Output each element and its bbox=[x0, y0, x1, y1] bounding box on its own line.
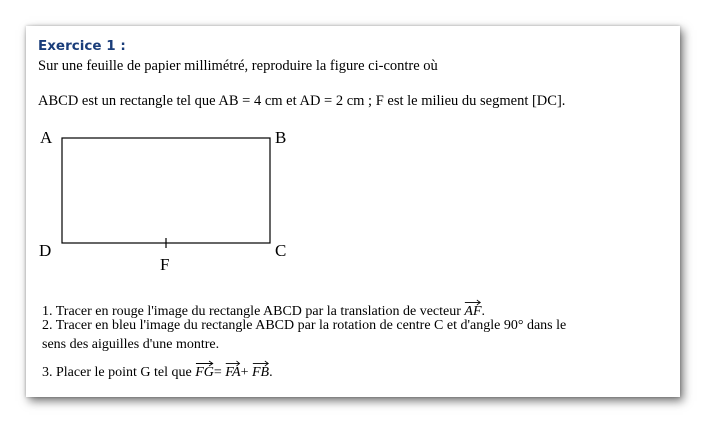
label-d: D bbox=[39, 241, 52, 260]
question-3 bbox=[42, 360, 273, 381]
exercise-card bbox=[26, 26, 680, 397]
label-b: B bbox=[275, 128, 287, 147]
label-f: F bbox=[160, 255, 170, 272]
question-2-line-1: 2. Tracer en bleu l'image du rectangle ABCD par la rotation de centre C et d'angle 90° dans le bbox=[42, 318, 567, 333]
vector-fg bbox=[195, 360, 214, 380]
question-1-text: 1. Tracer en rouge l'image du rectangle ABCD par la translation de vecteur bbox=[42, 304, 461, 319]
vector-fa-label: FA bbox=[225, 365, 241, 380]
question-1-end: . bbox=[481, 304, 485, 319]
label-c: C bbox=[275, 241, 287, 260]
plus-sign: + bbox=[240, 365, 249, 380]
vector-arrow-icon bbox=[195, 360, 214, 367]
vector-af bbox=[464, 299, 481, 319]
vector-fb-label: FB bbox=[251, 365, 270, 380]
exercise-intro: Sur une feuille de papier millimétré, reproduire la figure ci-contre où bbox=[38, 58, 438, 74]
vector-arrow-icon bbox=[464, 299, 481, 306]
exercise-title: Exercice 1 : bbox=[38, 38, 126, 54]
question-3-end: . bbox=[269, 365, 273, 380]
vector-fa bbox=[225, 360, 240, 380]
label-a: A bbox=[40, 128, 53, 147]
vector-fb bbox=[252, 360, 269, 380]
vector-arrow-icon bbox=[225, 360, 240, 367]
question-3-text: 3. Placer le point G tel que bbox=[42, 365, 192, 380]
equals-sign: = bbox=[213, 365, 222, 380]
vector-fg-label: FG bbox=[195, 365, 214, 380]
question-2-line-2: sens des aiguilles d'une montre. bbox=[42, 337, 220, 352]
rectangle-figure bbox=[34, 122, 304, 272]
vector-af-label: AF bbox=[464, 304, 482, 319]
question-1 bbox=[42, 299, 485, 320]
vector-arrow-icon bbox=[252, 360, 269, 367]
rectangle-definition: ABCD est un rectangle tel que AB = 4 cm et AD = 2 cm ; F est le milieu du segment [DC]. bbox=[38, 93, 566, 109]
rectangle-abcd bbox=[62, 138, 270, 243]
